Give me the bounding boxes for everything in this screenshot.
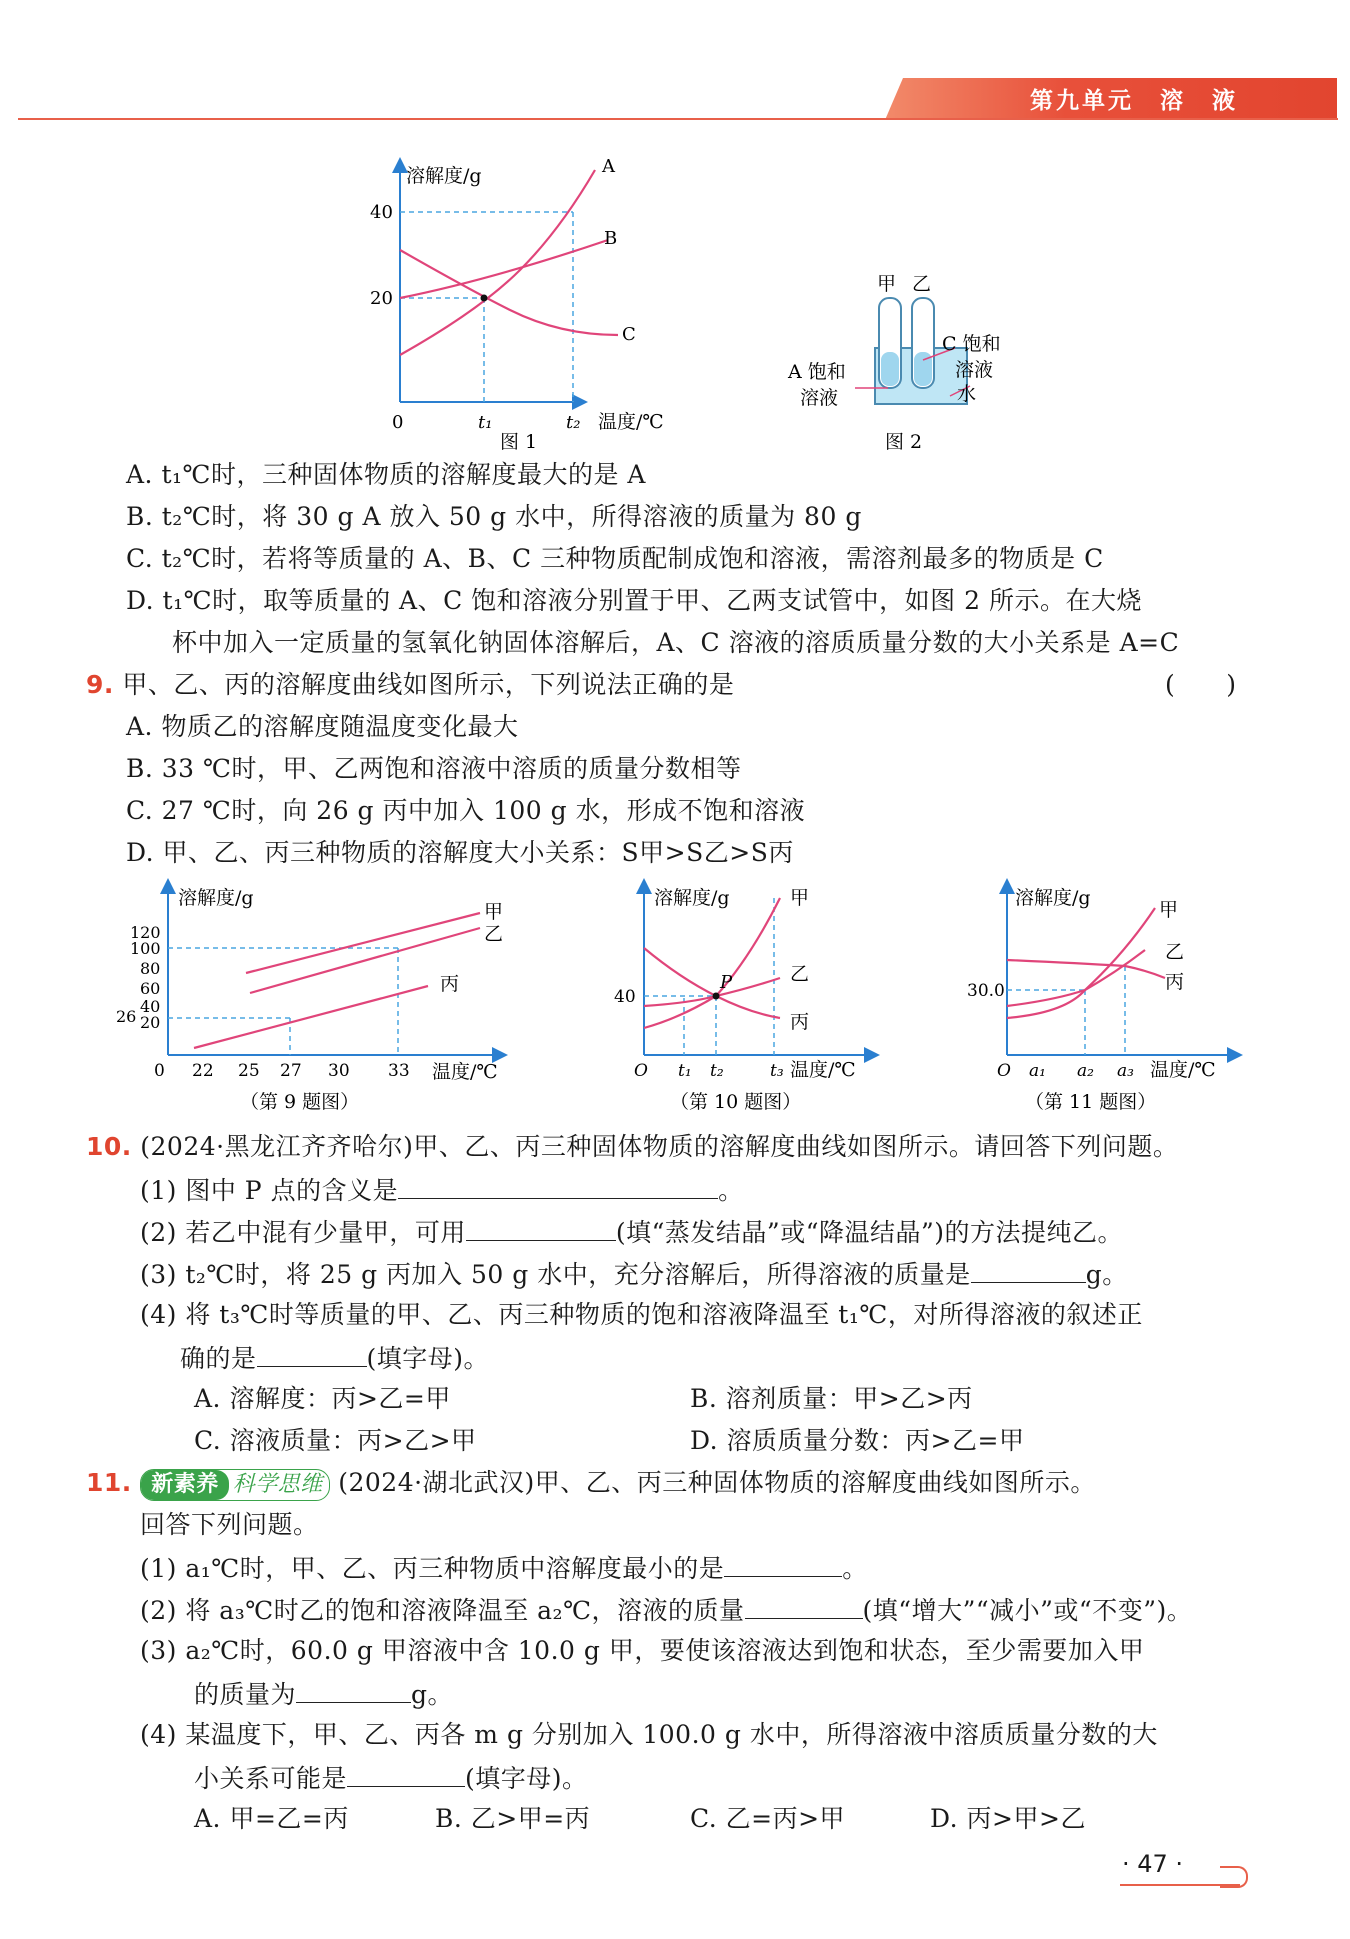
label-c-saturated: C 饱和 — [942, 333, 1001, 355]
q10-stem — [86, 1130, 1178, 1164]
header-rule — [18, 118, 1338, 120]
figure-2 — [785, 268, 1015, 453]
badge-new-literacy: 新素养 — [141, 1470, 229, 1500]
page-number-hook-icon — [1220, 1866, 1248, 1888]
q9-stem — [86, 668, 734, 702]
q10-p3-blank[interactable] — [971, 1256, 1086, 1283]
q9-curve-bing — [194, 986, 428, 1048]
fig9-ytick: 100 — [130, 939, 161, 958]
fig9-ytick: 80 — [140, 959, 161, 978]
curve-C — [400, 250, 618, 335]
q11-p4-blank[interactable] — [347, 1760, 465, 1787]
q11-p4-end: (填字母)。 — [465, 1764, 588, 1793]
fig10-xtick: t₃ — [770, 1061, 784, 1081]
fig1-ytick: 20 — [370, 288, 393, 309]
q10-stem-text: (2024·黑龙江齐齐哈尔)甲、乙、丙三种固体物质的溶解度曲线如图所示。请回答下列问题。 — [140, 1132, 1179, 1161]
fig9-series-label: 丙 — [440, 973, 460, 995]
fig9-series-label: 乙 — [484, 923, 504, 945]
fig9-xtick: 0 — [154, 1061, 165, 1081]
fig9-ytick: 20 — [140, 1013, 161, 1032]
page-number: · 47 · — [1122, 1850, 1184, 1878]
q11-part1 — [140, 1550, 868, 1586]
unit-title: 第九单元 溶 液 — [1030, 88, 1238, 114]
fig9-xtick: 22 — [192, 1061, 214, 1081]
fig10-xtick: O — [634, 1061, 648, 1081]
fig1-caption: 图 1 — [500, 431, 538, 450]
q8-option-c: C. t₂℃时，若将等质量的 A、B、C 三种物质配制成饱和溶液，需溶剂最多的物质是 C — [126, 544, 1104, 573]
fig9-series-label: 甲 — [484, 901, 504, 923]
q11-part3: (3) a₂℃时，60.0 g 甲溶液中含 10.0 g 甲，要使该溶液达到饱和状态，至少需要加入甲 — [140, 1636, 1145, 1665]
fig11-series-label: 丙 — [1165, 971, 1185, 993]
q9-option-c: C. 27 ℃时，向 26 g 丙中加入 100 g 水，形成不饱和溶液 — [126, 796, 806, 825]
q11-p3-text: 的质量为 — [194, 1680, 297, 1709]
fig1-curve-label: B — [604, 228, 618, 249]
figure-q10 — [610, 878, 880, 1118]
q11-p2-text: (2) 将 a₃℃时乙的饱和溶液降温至 a₂℃，溶液的质量 — [140, 1596, 745, 1625]
q11-stem2: 回答下列问题。 — [140, 1510, 319, 1539]
q11-part3-cont — [194, 1676, 453, 1712]
q10-option-c: C. 溶液质量：丙>乙>甲 — [194, 1426, 477, 1455]
q11-stem-text: (2024·湖北武汉)甲、乙、丙三种固体物质的溶解度曲线如图所示。 — [338, 1468, 1096, 1497]
fig9-caption: （第 9 题图） — [240, 1091, 360, 1113]
q9-option-d: D. 甲、乙、丙三种物质的溶解度大小关系：S甲>S乙>S丙 — [126, 838, 794, 867]
fig9-xtick: 30 — [328, 1061, 350, 1081]
fig2-caption: 图 2 — [885, 431, 923, 453]
q11-part4-cont — [194, 1760, 588, 1796]
q9-curve-jia — [246, 913, 480, 973]
q11-p1-end: 。 — [842, 1554, 868, 1583]
q10-p2-text: (2) 若乙中混有少量甲，可用 — [140, 1218, 466, 1247]
figure-1 — [360, 150, 690, 450]
q8-option-d: D. t₁℃时，取等质量的 A、C 饱和溶液分别置于甲、乙两支试管中，如图 2 所示。在大烧 — [126, 586, 1142, 615]
fig11-xtick: a₃ — [1117, 1061, 1134, 1081]
q11-p3-end: g。 — [411, 1680, 454, 1709]
fig10-caption: （第 10 题图） — [670, 1091, 802, 1113]
fig1-curve-label: A — [602, 156, 615, 177]
fig11-xtick: a₂ — [1077, 1061, 1094, 1081]
fig10-ytick: 40 — [614, 987, 636, 1007]
q10-p3-text: (3) t₂℃时，将 25 g 丙加入 50 g 水中，充分溶解后，所得溶液的质量是 — [140, 1260, 971, 1289]
fig9-ytick: 120 — [130, 923, 161, 942]
fig10-series-label: 丙 — [790, 1011, 810, 1033]
label-c-solution: 溶液 — [955, 359, 994, 381]
fig1-ytick: 40 — [370, 202, 393, 223]
q10-option-d: D. 溶质质量分数：丙>乙=甲 — [690, 1426, 1025, 1455]
q10-p3-end: g。 — [1085, 1260, 1128, 1289]
q10-p4-blank[interactable] — [257, 1340, 367, 1367]
fig9-xtick: 33 — [388, 1061, 410, 1081]
fig11-caption: （第 11 题图） — [1025, 1091, 1157, 1113]
q11-option-a: A. 甲=乙=丙 — [194, 1804, 349, 1833]
q11-p2-end: (填“增大”“减小”或“不变”)。 — [862, 1596, 1193, 1625]
fig10-x-label: 温度/℃ — [790, 1059, 856, 1081]
curve-B — [400, 240, 608, 298]
fig11-ytick: 30.0 — [967, 981, 1005, 1001]
fig10-y-label: 溶解度/g — [654, 887, 730, 909]
label-water: 水 — [957, 383, 977, 405]
fig1-curve-label: C — [622, 324, 636, 345]
fig1-x-label: 温度/℃ — [598, 411, 664, 433]
fig9-ytick: 60 — [140, 979, 161, 998]
fig10-xtick: t₂ — [710, 1061, 724, 1081]
fig10-xtick: t₁ — [678, 1061, 692, 1081]
q9-option-b: B. 33 ℃时，甲、乙两饱和溶液中溶质的质量分数相等 — [126, 754, 742, 783]
q11-option-c: C. 乙=丙>甲 — [690, 1804, 846, 1833]
q8-option-a: A. t₁℃时，三种固体物质的溶解度最大的是 A — [126, 460, 646, 489]
q10-part2 — [140, 1214, 1123, 1250]
q9-stem-text: 甲、乙、丙的溶解度曲线如图所示，下列说法正确的是 — [122, 670, 735, 699]
q11-number: 11. — [86, 1468, 132, 1497]
q10-part4: (4) 将 t₃℃时等质量的甲、乙、丙三种物质的饱和溶液降温至 t₁℃，对所得溶液的叙述正 — [140, 1300, 1143, 1329]
tube-label-yi: 乙 — [912, 273, 932, 295]
q8-option-b: B. t₂℃时，将 30 g A 放入 50 g 水中，所得溶液的质量为 80 g — [126, 502, 862, 531]
q10-p1-text: (1) 图中 P 点的含义是 — [140, 1176, 399, 1205]
fig11-series-label: 甲 — [1159, 899, 1179, 921]
q11-p1-text: (1) a₁℃时，甲、乙、丙三种物质中溶解度最小的是 — [140, 1554, 725, 1583]
q9-number: 9. — [86, 670, 114, 699]
fig11-x-label: 温度/℃ — [1150, 1059, 1216, 1081]
fig11-series-label: 乙 — [1165, 941, 1185, 963]
fig11-xtick: O — [997, 1061, 1011, 1081]
q11-curve-bing — [1007, 960, 1165, 978]
fig9-ytick: 26 — [116, 1007, 137, 1026]
q10-curve-bing — [644, 948, 780, 1018]
point-p — [713, 993, 720, 1000]
q8-option-d-cont: 杯中加入一定质量的氢氧化钠固体溶解后，A、C 溶液的溶质质量分数的大小关系是 A=C — [172, 628, 1180, 657]
q10-p4-end: (填字母)。 — [366, 1344, 490, 1373]
q11-stem — [86, 1466, 1096, 1501]
point-p-label: P — [720, 972, 733, 993]
q10-option-a: A. 溶解度：丙>乙=甲 — [194, 1384, 451, 1413]
fig1-xtick: t₁ — [478, 412, 493, 433]
q11-option-d: D. 丙>甲>乙 — [930, 1804, 1086, 1833]
label-a-solution: 溶液 — [800, 387, 839, 409]
fig9-ytick: 40 — [140, 997, 161, 1016]
fig10-series-label: 甲 — [790, 887, 810, 909]
q10-p4-text: 确的是 — [180, 1344, 257, 1373]
fig11-y-label: 溶解度/g — [1015, 887, 1091, 909]
q10-p1-blank[interactable] — [398, 1172, 718, 1199]
q11-option-b: B. 乙>甲=丙 — [435, 1804, 591, 1833]
q11-p4-text: 小关系可能是 — [194, 1764, 348, 1793]
badge-scientific-thinking: 科学思维 — [232, 1471, 323, 1497]
q9-option-a: A. 物质乙的溶解度随温度变化最大 — [126, 712, 519, 741]
fig9-xtick: 27 — [280, 1061, 302, 1081]
tube-label-jia: 甲 — [877, 273, 897, 295]
q11-part2 — [140, 1592, 1192, 1628]
q11-badge — [140, 1469, 330, 1501]
q10-part1 — [140, 1172, 744, 1208]
fig10-series-label: 乙 — [790, 963, 810, 985]
q10-part4-cont — [180, 1340, 489, 1376]
q10-curve-yi — [644, 978, 780, 1006]
q10-p1-end: 。 — [718, 1176, 744, 1205]
curve-A — [400, 170, 595, 355]
q11-part4: (4) 某温度下，甲、乙、丙各 m g 分别加入 100.0 g 水中，所得溶液中溶质质量分数的大 — [140, 1720, 1158, 1749]
fig9-xtick: 25 — [238, 1061, 260, 1081]
fig1-xtick: t₂ — [566, 412, 581, 433]
q11-p3-blank[interactable] — [296, 1676, 411, 1703]
q10-part3 — [140, 1256, 1128, 1292]
q10-option-b: B. 溶剂质量：甲>乙>丙 — [690, 1384, 973, 1413]
q10-number: 10. — [86, 1132, 132, 1161]
fig11-xtick: a₁ — [1029, 1061, 1046, 1081]
fig1-y-label: 溶解度/g — [406, 165, 482, 187]
figure-q9 — [110, 878, 510, 1118]
q11-p2-blank[interactable] — [745, 1592, 863, 1619]
label-a-saturated: A 饱和 — [788, 361, 846, 383]
fig9-x-label: 温度/℃ — [432, 1061, 498, 1083]
q10-p2-blank[interactable] — [466, 1214, 616, 1241]
q9-answer-paren: ( ) — [1165, 670, 1237, 699]
figure-q11 — [965, 878, 1255, 1118]
q11-p1-blank[interactable] — [724, 1550, 842, 1577]
fig9-y-label: 溶解度/g — [178, 887, 254, 909]
fig1-xtick: 0 — [392, 412, 404, 433]
q10-p2-end: (填“蒸发结晶”或“降温结晶”)的方法提纯乙。 — [615, 1218, 1124, 1247]
